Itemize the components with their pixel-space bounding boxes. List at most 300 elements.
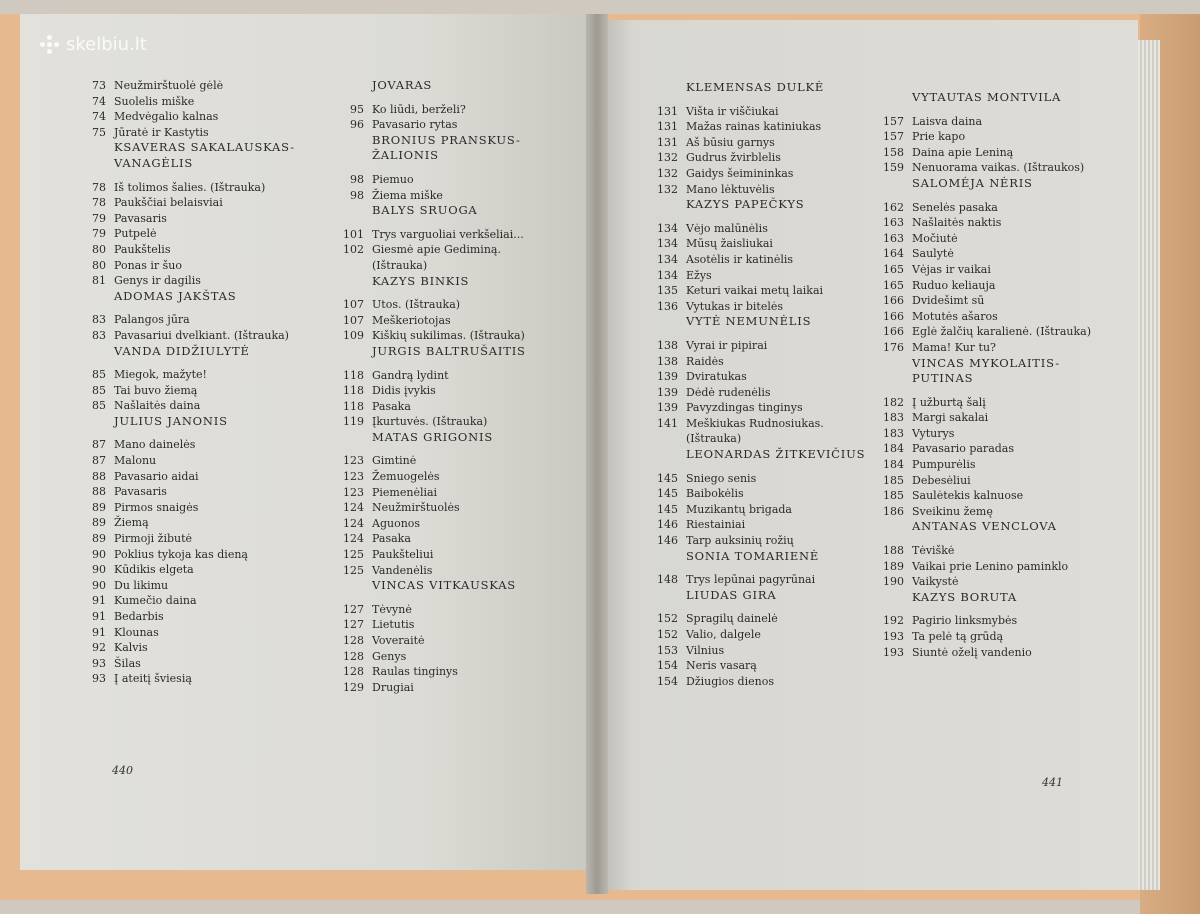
- toc-page-number: 93: [92, 672, 106, 686]
- toc-entry: [336, 453, 546, 469]
- toc-page-number: 182: [883, 395, 904, 409]
- toc-page-number: 124: [343, 532, 364, 546]
- toc-entry: [876, 441, 1106, 457]
- toc-entry: [876, 114, 1106, 130]
- toc-title: Pumpurėlis: [912, 458, 976, 472]
- toc-entry: [78, 398, 318, 414]
- toc-page-number: 138: [657, 338, 678, 352]
- toc-page-number: 98: [350, 188, 364, 202]
- author-section: [876, 356, 1106, 520]
- toc-title: Kiškių sukilimas. (Ištrauka): [372, 329, 525, 343]
- toc-entry: [78, 258, 318, 274]
- page-number-left: 440: [112, 764, 133, 777]
- toc-title: Įkurtuvės. (Ištrauka): [372, 415, 488, 429]
- toc-title: Džiugios dienos: [686, 674, 774, 688]
- toc-entry: [336, 485, 546, 501]
- toc-title: Medvėgalio kalnas: [114, 110, 219, 124]
- toc-entry: [78, 578, 318, 594]
- toc-page-number: 79: [92, 227, 106, 241]
- toc-title: Jūratė ir Kastytis: [114, 125, 209, 139]
- toc-title: Žiemą: [114, 516, 149, 530]
- right-page-column-1: [650, 80, 880, 689]
- toc-title: Paukšteliui: [372, 548, 434, 562]
- toc-entry: [650, 221, 880, 237]
- toc-entry: [336, 602, 546, 618]
- toc-title: Voveraitė: [372, 634, 425, 647]
- toc-entry: [78, 531, 318, 547]
- toc-page-number: 85: [92, 383, 106, 397]
- toc-page-number: 107: [343, 298, 364, 312]
- toc-page-number: 129: [343, 680, 364, 694]
- toc-entry: [650, 517, 880, 533]
- toc-page-number: 134: [657, 252, 678, 266]
- toc-entry: [78, 515, 318, 531]
- author-heading: KLEMENSAS DULKĖ: [686, 80, 825, 94]
- toc-title: Mama! Kur tu?: [912, 340, 996, 354]
- page-number-right: 441: [1042, 776, 1063, 789]
- toc-entry: [876, 246, 1106, 262]
- toc-title: Mano dainelės: [114, 438, 196, 452]
- toc-page-number: 190: [883, 575, 904, 589]
- toc-title: Kalvis: [114, 641, 148, 655]
- toc-title: Neužmirštuolės: [372, 501, 460, 515]
- watermark-text: skelbiu.lt: [66, 34, 147, 55]
- toc-entry: [78, 625, 318, 641]
- toc-page-number: 128: [343, 649, 364, 663]
- toc-title: Miegok, mažyte!: [114, 368, 207, 382]
- toc-page-number: 95: [350, 102, 364, 116]
- toc-entry: [650, 533, 880, 549]
- toc-title: Aš būsiu garnys: [686, 135, 775, 149]
- toc-title: Motutės ašaros: [912, 309, 998, 323]
- toc-entry: [876, 340, 1106, 356]
- toc-entry: [876, 231, 1106, 247]
- toc-title: Tai buvo žiemą: [114, 383, 198, 397]
- toc-title: Debesėliui: [912, 473, 971, 487]
- toc-page-number: 85: [92, 368, 106, 382]
- toc-page-number: 109: [343, 329, 364, 343]
- toc-title: Našlaitės naktis: [912, 216, 1002, 230]
- toc-entry: [876, 309, 1106, 325]
- toc-entry: [336, 664, 546, 680]
- toc-entry: [650, 252, 880, 268]
- toc-title: Piemenėliai: [372, 485, 438, 499]
- toc-page-number: 132: [657, 151, 678, 165]
- toc-entry: [650, 400, 880, 416]
- author-heading: ADOMAS JAKŠTAS: [114, 288, 237, 303]
- toc-title: Ežys: [686, 268, 712, 282]
- toc-entry: [650, 416, 880, 447]
- toc-entry: [78, 328, 318, 344]
- author-section: [78, 289, 318, 344]
- toc-title: Baibokėlis: [686, 487, 744, 501]
- toc-entry: [876, 457, 1106, 473]
- toc-title: Pavasario aidai: [114, 469, 199, 483]
- author-section: [336, 203, 546, 273]
- toc-entry: [78, 211, 318, 227]
- toc-entry: [78, 562, 318, 578]
- toc-entry: [876, 215, 1106, 231]
- author-heading: JOVARAS: [372, 78, 433, 92]
- toc-entry: [876, 613, 1106, 629]
- toc-page-number: 101: [343, 227, 364, 241]
- author-section: [650, 314, 880, 447]
- toc-title: Piemuo: [372, 172, 414, 186]
- toc-page-number: 78: [92, 196, 106, 210]
- author-section: [650, 447, 880, 549]
- toc-page-number: 186: [883, 504, 904, 518]
- toc-page-number: 176: [883, 340, 904, 354]
- toc-page-number: 192: [883, 614, 904, 628]
- toc-entry: [876, 574, 1106, 590]
- toc-title: Vyturys: [912, 426, 955, 440]
- toc-page-number: 96: [350, 118, 364, 132]
- toc-page-number: 119: [343, 415, 364, 429]
- toc-entry: [78, 671, 318, 687]
- toc-page-number: 163: [883, 216, 904, 230]
- toc-title: Vandenėlis: [372, 563, 433, 577]
- toc-title: Siuntė oželį vandenio: [912, 645, 1032, 659]
- toc-page-number: 124: [343, 516, 364, 530]
- toc-title: Paukščiai belaisviai: [114, 196, 223, 210]
- toc-page-number: 123: [343, 485, 364, 499]
- toc-page-number: 193: [883, 645, 904, 659]
- toc-title: Meškiukas Rudnosiukas. (Ištrauka): [686, 416, 824, 446]
- toc-page-number: 183: [883, 426, 904, 440]
- toc-entry: [876, 262, 1106, 278]
- toc-title: Pasaka: [372, 399, 411, 413]
- toc-page-number: 91: [92, 610, 106, 623]
- toc-title: Sniego senis: [686, 471, 757, 485]
- toc-entry: [78, 195, 318, 211]
- toc-title: Kūdikis elgeta: [114, 563, 194, 577]
- toc-title: Lietutis: [372, 618, 415, 632]
- author-section: [336, 78, 546, 133]
- toc-page-number: 87: [92, 438, 106, 452]
- toc-title: Saulytė: [912, 247, 954, 261]
- toc-entry: [78, 242, 318, 258]
- toc-entry: [336, 649, 546, 665]
- toc-title: Kumečio daina: [114, 594, 197, 608]
- toc-title: Genys: [372, 649, 407, 663]
- toc-title: Saulėtekis kalnuose: [912, 489, 1024, 503]
- toc-entry: [876, 129, 1106, 145]
- toc-page-number: 188: [883, 544, 904, 558]
- toc-title: Laisva daina: [912, 114, 983, 128]
- toc-entry: [336, 563, 546, 579]
- toc-title: Gandrą lydint: [372, 368, 449, 382]
- toc-title: Vyrai ir pipirai: [686, 338, 768, 352]
- author-heading: ANTANAS VENCLOVA: [912, 519, 1057, 534]
- watermark: [40, 34, 147, 55]
- toc-entry: [650, 119, 880, 135]
- toc-entry: [876, 160, 1106, 176]
- author-section: [336, 578, 546, 695]
- toc-entry: [876, 278, 1106, 294]
- toc-page-number: 185: [883, 473, 904, 487]
- toc-page-number: 131: [657, 104, 678, 118]
- toc-entry: [336, 102, 546, 118]
- toc-entry: [336, 313, 546, 329]
- toc-page-number: 102: [343, 243, 364, 257]
- toc-page-number: 183: [883, 411, 904, 425]
- toc-title: Vaikystė: [912, 575, 959, 589]
- toc-page-number: 127: [343, 618, 364, 632]
- toc-entry: [650, 502, 880, 518]
- toc-entry: [650, 283, 880, 299]
- toc-page-number: 184: [883, 458, 904, 472]
- toc-entry: [336, 117, 546, 133]
- toc-title: Daina apie Leniną: [912, 145, 1014, 159]
- toc-title: Eglė žalčių karalienė. (Ištrauka): [912, 325, 1092, 339]
- toc-entry: [78, 593, 318, 609]
- toc-title: Šilas: [114, 656, 141, 670]
- toc-page-number: 128: [343, 634, 364, 647]
- toc-entry: [876, 504, 1106, 520]
- author-heading: KAZYS BINKIS: [372, 273, 470, 288]
- toc-title: Valio, dalgele: [686, 628, 761, 641]
- toc-page-number: 89: [92, 516, 106, 530]
- toc-title: Prie kapo: [912, 130, 966, 144]
- toc-entry: [650, 658, 880, 674]
- author-heading: SALOMĖJA NĖRIS: [912, 175, 1033, 190]
- toc-title: Giesmė apie Gediminą. (Ištrauka): [372, 243, 501, 272]
- toc-entry: [78, 453, 318, 469]
- toc-page-number: 165: [883, 278, 904, 292]
- toc-entry: [876, 293, 1106, 309]
- toc-entry: [876, 473, 1106, 489]
- toc-title: Dvidešimt sū: [912, 294, 985, 308]
- toc-page-number: 125: [343, 563, 364, 577]
- toc-page-number: 88: [92, 485, 106, 499]
- toc-title: Vėjas ir vaikai: [912, 262, 991, 276]
- toc-entry: [650, 674, 880, 690]
- toc-page-number: 74: [92, 110, 106, 124]
- toc-page-number: 83: [92, 328, 106, 342]
- toc-entry: [78, 226, 318, 242]
- toc-entry: [336, 547, 546, 563]
- toc-title: Utos. (Ištrauka): [372, 298, 461, 312]
- toc-entry: [336, 617, 546, 633]
- author-section: [650, 588, 880, 690]
- author-section: [876, 590, 1106, 660]
- author-section: [876, 176, 1106, 356]
- toc-title: Meškeriotojas: [372, 313, 451, 327]
- toc-title: Mano lėktuvėlis: [686, 182, 775, 196]
- toc-title: Drugiai: [372, 680, 414, 694]
- author-section: [78, 344, 318, 414]
- author-section: [650, 80, 880, 197]
- toc-page-number: 164: [883, 247, 904, 261]
- author-heading: VANDA DIDŽIULYTĖ: [114, 343, 250, 358]
- toc-page-number: 78: [92, 180, 106, 194]
- toc-title: Gimtinė: [372, 454, 417, 468]
- toc-entry: [78, 640, 318, 656]
- toc-page-number: 146: [657, 534, 678, 548]
- toc-title: Ponas ir šuo: [114, 258, 182, 272]
- toc-page-number: 141: [657, 416, 678, 430]
- toc-title: Genys ir dagilis: [114, 274, 201, 288]
- toc-page-number: 153: [657, 643, 678, 657]
- toc-entry: [336, 383, 546, 399]
- author-heading: VYTAUTAS MONTVILA: [912, 90, 1062, 104]
- toc-entry: [650, 486, 880, 502]
- toc-title: Gudrus žvirblelis: [686, 151, 781, 165]
- author-heading: VINCAS VITKAUSKAS: [372, 578, 516, 593]
- toc-entry: [650, 471, 880, 487]
- toc-entry: [336, 297, 546, 313]
- author-section: [650, 549, 880, 588]
- toc-entry: [650, 354, 880, 370]
- author-heading: SONIA TOMARIENĖ: [686, 548, 820, 563]
- toc-entry: [650, 150, 880, 166]
- toc-entry: [336, 469, 546, 485]
- toc-entry: [876, 559, 1106, 575]
- toc-entry: [650, 166, 880, 182]
- toc-title: Keturi vaikai metų laikai: [686, 284, 824, 298]
- toc-entry: [876, 200, 1106, 216]
- toc-page-number: 83: [92, 313, 106, 327]
- toc-page-number: 91: [92, 625, 106, 639]
- toc-entry: [650, 299, 880, 315]
- toc-entry: [650, 611, 880, 627]
- toc-entry: [336, 227, 546, 243]
- toc-title: Pavasaris: [114, 211, 167, 225]
- toc-page-number: 107: [343, 313, 364, 327]
- toc-title: Suolelis miške: [114, 94, 195, 108]
- toc-page-number: 90: [92, 547, 106, 561]
- toc-entry: [876, 488, 1106, 504]
- toc-title: Senelės pasaka: [912, 200, 998, 214]
- toc-page-number: 139: [657, 370, 678, 384]
- toc-title: Neris vasarą: [686, 659, 757, 673]
- toc-title: Žiema miške: [372, 188, 443, 202]
- toc-entry: [78, 109, 318, 125]
- toc-entry: [78, 484, 318, 500]
- toc-entry: [650, 338, 880, 354]
- toc-title: Malonu: [114, 454, 157, 468]
- page-edges: [1138, 40, 1160, 890]
- toc-title: Pasaka: [372, 532, 411, 546]
- author-section: [78, 140, 318, 288]
- toc-entry: [650, 385, 880, 401]
- toc-page-number: 98: [350, 172, 364, 186]
- toc-title: Močiutė: [912, 231, 958, 245]
- toc-title: Asotėlis ir katinėlis: [686, 252, 794, 266]
- toc-title: Ruduo keliauja: [912, 278, 996, 292]
- author-heading: BALYS SRUOGA: [372, 203, 478, 218]
- toc-title: Nenuorama vaikas. (Ištraukos): [912, 161, 1085, 175]
- toc-page-number: 184: [883, 442, 904, 456]
- toc-title: Ta pelė tą grūdą: [912, 630, 1004, 643]
- toc-title: Vaikai prie Lenino paminklo: [912, 559, 1069, 573]
- toc-entry: [78, 312, 318, 328]
- right-page-column-2: [876, 90, 1106, 660]
- toc-page-number: 80: [92, 258, 106, 272]
- toc-page-number: 158: [883, 145, 904, 159]
- toc-entry: [336, 172, 546, 188]
- toc-entry: [650, 627, 880, 643]
- toc-title: Pavasariui dvelkiant. (Ištrauka): [114, 328, 289, 342]
- toc-page-number: 128: [343, 665, 364, 679]
- toc-page-number: 131: [657, 120, 678, 134]
- toc-page-number: 138: [657, 354, 678, 368]
- toc-entry: [336, 414, 546, 430]
- toc-title: Poklius tykoja kas dieną: [114, 547, 248, 561]
- toc-entry: [876, 645, 1106, 661]
- author-heading: VYTĖ NEMUNĖLIS: [686, 314, 812, 329]
- toc-title: Į užburtą šalį: [912, 395, 986, 409]
- toc-page-number: 75: [92, 125, 106, 139]
- toc-page-number: 118: [343, 368, 364, 382]
- toc-title: Vėjo malūnėlis: [686, 221, 768, 235]
- author-section: [336, 430, 546, 578]
- author-section: [336, 274, 546, 344]
- toc-title: Pirmos snaigės: [114, 500, 199, 514]
- toc-page-number: 124: [343, 501, 364, 515]
- toc-title: Raulas tinginys: [372, 665, 458, 679]
- toc-page-number: 123: [343, 470, 364, 484]
- toc-title: Ko liūdi, berželi?: [372, 102, 466, 116]
- toc-page-number: 91: [92, 594, 106, 608]
- toc-page-number: 189: [883, 559, 904, 573]
- author-heading: JULIUS JANONIS: [114, 413, 228, 428]
- toc-entry: [876, 145, 1106, 161]
- author-section: [78, 78, 318, 140]
- toc-page-number: 81: [92, 274, 106, 288]
- toc-entry: [336, 500, 546, 516]
- toc-page-number: 79: [92, 211, 106, 225]
- toc-page-number: 185: [883, 489, 904, 503]
- toc-page-number: 87: [92, 454, 106, 468]
- toc-page-number: 131: [657, 135, 678, 149]
- toc-entry: [336, 368, 546, 384]
- toc-title: Putpelė: [114, 227, 157, 241]
- toc-entry: [876, 410, 1106, 426]
- toc-page-number: 148: [657, 573, 678, 587]
- toc-title: Pavasario paradas: [912, 442, 1014, 456]
- toc-title: Trys lepūnai pagyrūnai: [686, 573, 816, 587]
- toc-page-number: 89: [92, 500, 106, 514]
- toc-title: Dėdė rudenėlis: [686, 385, 771, 399]
- toc-title: Vilnius: [686, 643, 725, 657]
- toc-entry: [650, 182, 880, 198]
- toc-page-number: 146: [657, 518, 678, 532]
- author-section: [336, 344, 546, 430]
- toc-title: Pavasaris: [114, 485, 167, 499]
- toc-title: Pagirio linksmybės: [912, 614, 1018, 628]
- toc-page-number: 123: [343, 454, 364, 468]
- toc-title: Našlaitės daina: [114, 399, 201, 413]
- toc-page-number: 145: [657, 487, 678, 501]
- toc-title: Tėviškė: [912, 544, 955, 558]
- toc-page-number: 118: [343, 384, 364, 398]
- toc-entry: [78, 547, 318, 563]
- toc-page-number: 152: [657, 628, 678, 641]
- book-gutter: [586, 14, 608, 894]
- author-heading: MATAS GRIGONIS: [372, 429, 494, 444]
- toc-entry: [336, 680, 546, 696]
- toc-page-number: 90: [92, 563, 106, 577]
- toc-page-number: 132: [657, 166, 678, 180]
- toc-page-number: 88: [92, 469, 106, 483]
- toc-title: Sveikinu žemę: [912, 504, 993, 518]
- toc-entry: [336, 188, 546, 204]
- toc-page-number: 74: [92, 94, 106, 108]
- toc-page-number: 154: [657, 674, 678, 688]
- toc-page-number: 132: [657, 182, 678, 196]
- toc-entry: [78, 500, 318, 516]
